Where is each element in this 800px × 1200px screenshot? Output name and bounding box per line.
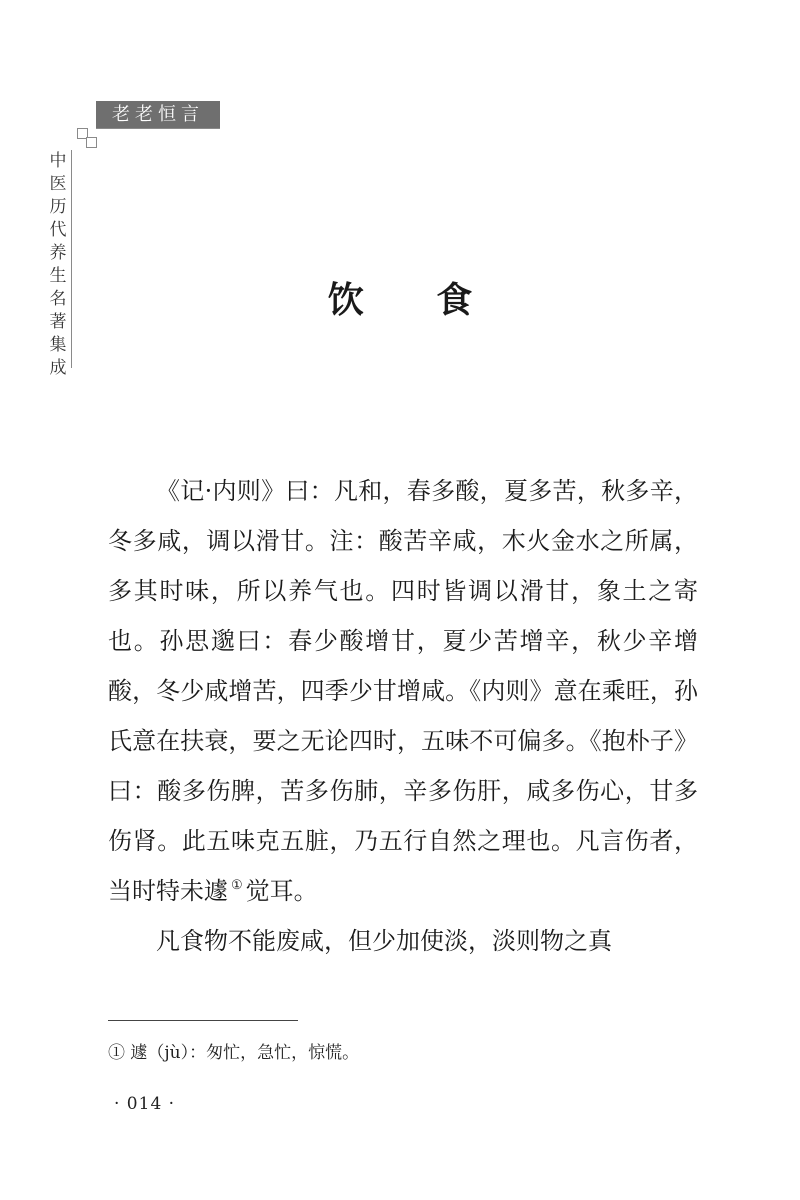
header-rule xyxy=(96,128,220,129)
paragraph: 《记·内则》曰：凡和，春多酸，夏多苦，秋多辛，冬多咸，调以滑甘。注：酸苦辛咸，木火金水之所属，多其时味，所以养气也。四时皆调以滑甘，象土之寄也。孙思邈曰：春少酸增甘，夏少苦增辛，秋少辛增酸，冬少咸增苦，四季少甘增咸。《内则》意在乘旺，孙氏意在扶衰，要之无论四时，五味不可偏多。《抱朴子》曰：酸多伤脾，苦多伤肺，辛多伤肝，咸多伤心，甘多伤肾。此五味克五脏，乃五行自然之理也。凡言伤者，当时特未遽 ① 觉耳。 xyxy=(108,477,698,905)
series-title-vertical: 中 医 历 代 养 生 名 著 集 成 xyxy=(49,151,67,378)
side-rule xyxy=(71,150,72,368)
page-number: · 014 · xyxy=(114,1094,176,1114)
paragraph: 凡食物不能废咸，但少加使淡，淡则物之真 xyxy=(156,927,612,955)
body-text xyxy=(108,466,698,966)
chapter-title: 饮 食 xyxy=(327,280,503,321)
footnote-rule xyxy=(108,1020,298,1021)
footnote-marker[interactable]: ① xyxy=(231,878,243,893)
header-badge: 老老恒言 xyxy=(96,101,220,129)
footnote: ① 遽（jù）：匆忙，急忙，惊慌。 xyxy=(108,1043,360,1063)
corner-ornament xyxy=(86,137,97,148)
